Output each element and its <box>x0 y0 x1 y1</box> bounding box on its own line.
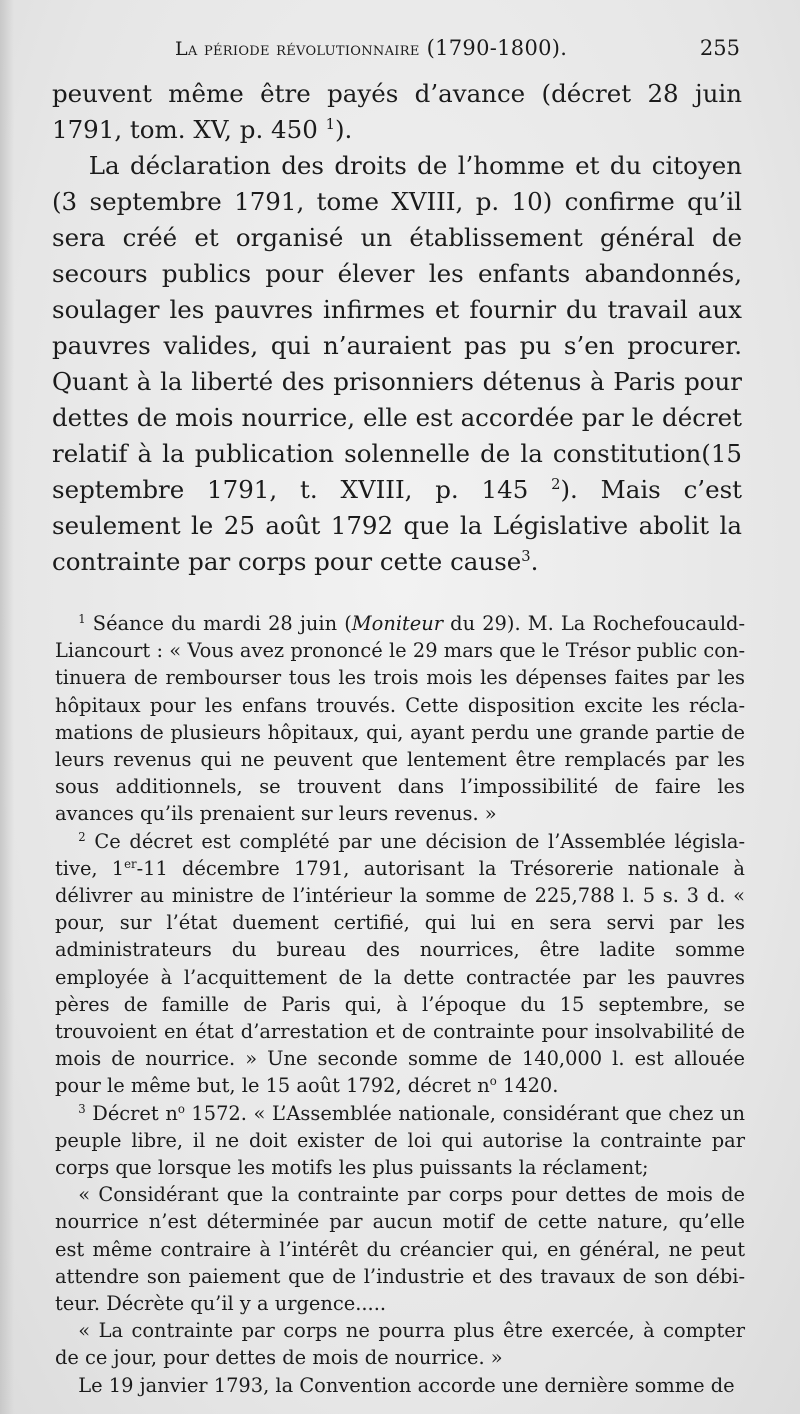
main-text <box>52 76 742 580</box>
paragraph-1: peuvent même être payés d’avance (décret 28 juin 1791, tom. XV, p. 450 $^1$). <box>52 79 742 144</box>
moniteur-title: Moniteur <box>351 612 444 635</box>
footnote-3: $^3$ Décret $n^o$ 1572. « L’Assemblée nationale, considérant que chez un peuple libre, il ne doit exister de loi qui autorise la contrainte par corps que lorsque les motifs les plus puissants la réclament; <box>55 1101 745 1180</box>
footnote-ref-1: 1 <box>325 116 335 134</box>
footnote-mark-2: 2 <box>78 829 86 844</box>
footnote-3-quote-2: « Considérant que la contrainte par corps pour dettes de mois de nourrice n’est déterminée par aucun motif de cette nature, qu’elle est même contraire à l’intérêt du créancier qui, en général, ne peut attendre son paiement que de l’industrie et des travaux de son débiteur. Décrète qu’il y a urgence..... <box>55 1183 745 1316</box>
running-head-title: La période révolutionnaire (1790-1800). <box>175 36 568 60</box>
running-header <box>60 36 740 68</box>
footnote-mark-1: 1 <box>78 612 86 627</box>
footnote-1: $^1$ Séance du mardi 28 juin (Moniteur du 29). M. La Rochefoucauld-Liancourt : « Vous avez prononcé le 29 mars que le Trésor public continuera de rembourser tous les trois mois les dépenses faites par les hôpitaux pour les enfans trouvés. Cette disposition excite les réclamations de plusieurs hôpitaux, qui, ayant perdu une grande partie de leurs revenus qui ne peuvent que lentement être remplacés par les sous additionnels, se trouvent dans l’impossibilité de faire les avances qu’ils prenaient sur leurs revenus. » <box>55 612 745 826</box>
paragraph-2: La déclaration des droits de l’homme et du citoyen (3 septembre 1791, tome XVIII, p. 10) confirme qu’il sera créé et organisé un établissement général de secours publics pour élever les enfants abandonnés, soulager les pauvres infirmes et fournir du travail aux pauvres valides, qui n’auraient pas pu s’en procurer. Quant à la liberté des prisonniers détenus à Paris pour dettes de mois nourrice, elle est accordée par le décret relatif à la publication solennelle de la constitution(15 septembre 1791, t. XVIII, p. 145 $^2$). Mais c’est seulement le 25 août 1792 que la Législative abolit la contrainte par corps pour cette cause$^3$. <box>52 151 743 576</box>
footnote-3-continuation: Le 19 janvier 1793, la Convention accorde une dernière somme de <box>78 1373 735 1397</box>
footnote-2: $^2$ Ce décret est complété par une décision de l’Assemblée législative, 1er-11 décembre 1791, autorisant la Trésorerie nationale à délivrer au ministre de l’intérieur la somme de 225,788 l. 5 s. 3 d. « pour, sur l’état duement certifié, qui lui en sera servi par les administrateurs du bureau des nourrices, être ladite somme employée à l’acquittement de la dette contractée par les pauvres pères de famille de Paris qui, à l’époque du 15 septembre, se trouvoient en état d’arrestation et de contrainte pour insolvabilité de mois de nourrice. » Une seconde somme de 140,000 l. est allouée pour le même but, le 15 août 1792, décret $n^o$ 1420. <box>55 829 745 1098</box>
footnote-ref-2: 2 <box>551 476 561 494</box>
footnote-mark-3: 3 <box>78 1101 86 1116</box>
footnote-3-quote-3: « La contrainte par corps ne pourra plus être exercée, à compter de ce jour, pour dettes de mois de nourrice. » <box>55 1319 745 1370</box>
page-number: 255 <box>699 36 740 60</box>
footnote-ref-3: 3 <box>521 548 531 566</box>
footnotes <box>55 610 745 1399</box>
